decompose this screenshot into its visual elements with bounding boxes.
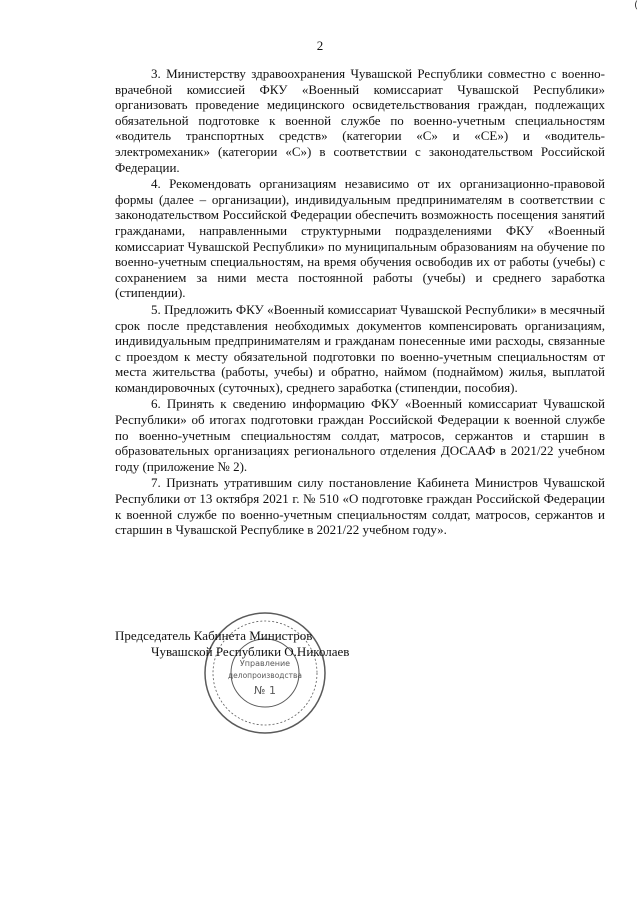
paragraph-7: 7. Признать утратившим силу постановление Кабинета Министров Чувашской Республики от 13 октября 2021 г. № 510 «О подготовке граждан Российской Федерации к военной службе по военно-учетным специальностям солдат, матросов, сержантов и старшин в Чувашской Республике в 2021/22 учебном году». xyxy=(115,475,605,538)
paragraph-5: 5. Предложить ФКУ «Военный комиссариат Чувашской Республики» в месячный срок после представления необходимых документов компенсировать организациям, индивидуальным предпринимателям и гражданам понесенные ими расходы, связанные с проездом к месту обязательной подготовки по военно-учетным специальностям от места жительства (работы, учебы) и обратно, наймом (поднаймом) жилья, выплатой командировочных (суточных), среднего заработка (стипендии, пособия). xyxy=(115,301,605,395)
page-number: 2 xyxy=(316,38,324,53)
paragraph-6: 6. Принять к сведению информацию ФКУ «Военный комиссариат Чувашской Республики» об итогах подготовки граждан Российской Федерации к военной службе по военно-учетным специальностям солдат, матросов, сержантов и старшин в образовательных организациях регионального отделения ДОСААФ в 2021/22 учебном году (приложение № 2). xyxy=(115,396,605,474)
stamp-number: № 1 xyxy=(254,684,276,697)
paragraph-3: 3. Министерству здравоохранения Чувашской Республики совместно с военно-врачебной комиссией ФКУ «Военный комиссариат Чувашской Республики» организовать проведение медицинского освидетельствования граждан, подлежащих обязательной подготовке к военной службе по военно-учетным специальностям «водитель транспортных средств» (категории «С» и «СЕ») и «водитель-электромеханик» (категории «С») в соответствии с законодательством Российской Федерации. xyxy=(115,66,605,175)
paragraph-4: 4. Рекомендовать организациям независимо от их организационно-правовой формы (далее – организации), индивидуальным предпринимателям в соответствии с законодательством Российской Федерации обеспечить возможность посещения занятий гражданами, направленными структурными подразделениями ФКУ «Военный комиссариат Чувашской Республики» по муниципальным образованиям на обучение по военно-учетным специальностям, на время обучения освободив их от работы (учебы) с сохранением за ними места постоянной работы (учебы) и среднего заработка (стипендии). xyxy=(115,176,605,301)
signature-block xyxy=(115,628,415,660)
corner-mark: ( xyxy=(634,0,638,11)
signatory-name: Чувашской Республики О.Николаев xyxy=(151,644,350,659)
document-body xyxy=(115,66,605,539)
stamp-text-mid: делопроизводства xyxy=(227,671,303,680)
stamp-text-top: Управление xyxy=(239,659,291,668)
signatory-title: Председатель Кабинета Министров xyxy=(115,628,313,643)
